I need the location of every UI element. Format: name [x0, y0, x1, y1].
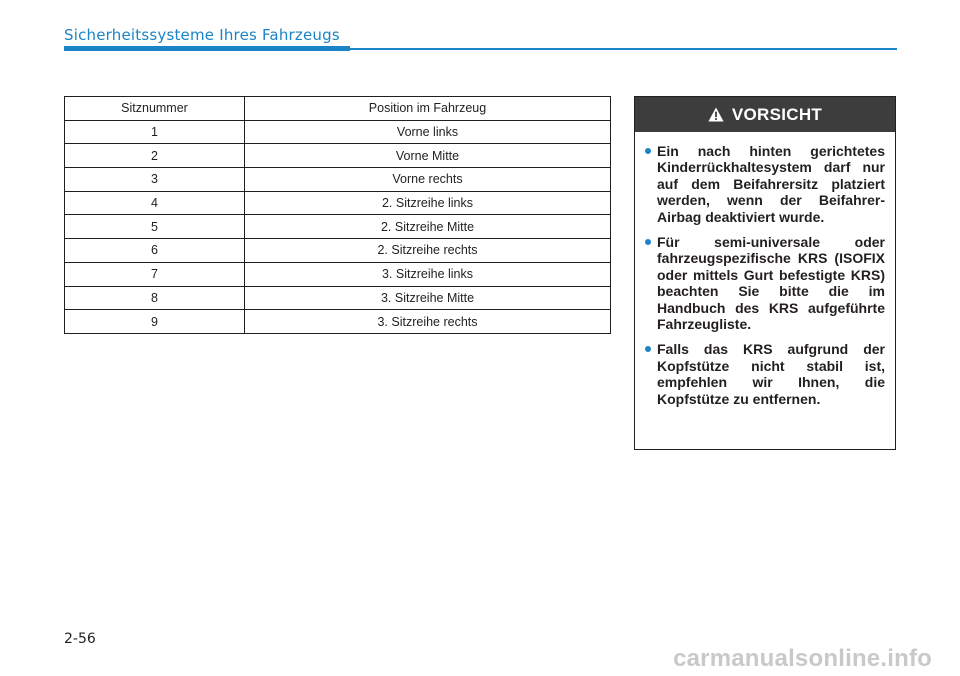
table-row [65, 191, 611, 215]
caution-item [645, 143, 885, 225]
table-row [65, 239, 611, 263]
seat-position-cell: 3. Sitzreihe rechts [245, 310, 611, 334]
seat-number-cell: 7 [65, 262, 245, 286]
column-header-position: Position im Fahrzeug [245, 97, 611, 121]
table-row [65, 310, 611, 334]
column-header-seat-number: Sitznummer [65, 97, 245, 121]
seat-number-cell: 8 [65, 286, 245, 310]
caution-item-text: Für semi-universale oder fahrzeugspezifische KRS (ISOFIX oder mittels Gurt befestigte KRS) beachten Sie bitte die im Handbuch des KRS aufgeführte Fahrzeugliste. [657, 234, 885, 333]
caution-box [634, 96, 896, 450]
page-number: 2-56 [64, 631, 96, 647]
seat-position-cell: Vorne rechts [245, 168, 611, 192]
caution-item-text: Falls das KRS aufgrund der Kopfstütze nicht stabil ist, empfehlen wir Ihnen, die Kopfstütze zu entfernen. [657, 341, 885, 407]
seat-number-cell: 9 [65, 310, 245, 334]
table-header-row [65, 97, 611, 121]
header-rule-accent [64, 46, 350, 51]
caution-item [645, 234, 885, 332]
warning-triangle-icon [708, 107, 724, 122]
seat-number-cell: 6 [65, 239, 245, 263]
table-row [65, 262, 611, 286]
seat-number-cell: 1 [65, 120, 245, 144]
caution-item-text: Ein nach hinten gerichtetes Kinderrückhaltesystem darf nur auf dem Beifahrersitz platziert werden, wenn der Beifahrer-Airbag deaktiviert wurde. [657, 143, 885, 225]
table-row [65, 144, 611, 168]
seat-number-cell: 4 [65, 191, 245, 215]
table-row [65, 168, 611, 192]
caution-header [635, 97, 895, 132]
seat-position-cell: 2. Sitzreihe links [245, 191, 611, 215]
section-title: Sicherheitssysteme Ihres Fahrzeugs [64, 26, 340, 44]
seat-position-cell: Vorne links [245, 120, 611, 144]
seat-position-table [64, 96, 611, 334]
table-row [65, 215, 611, 239]
seat-position-cell: 2. Sitzreihe rechts [245, 239, 611, 263]
seat-position-cell: 3. Sitzreihe Mitte [245, 286, 611, 310]
seat-position-cell: Vorne Mitte [245, 144, 611, 168]
caution-list [635, 132, 895, 407]
seat-position-cell: 3. Sitzreihe links [245, 262, 611, 286]
table-row [65, 286, 611, 310]
bullet-icon [645, 239, 651, 245]
caution-item [645, 341, 885, 407]
watermark: carmanualsonline.info [673, 645, 932, 672]
seat-number-cell: 3 [65, 168, 245, 192]
caution-title: VORSICHT [731, 104, 823, 124]
seat-number-cell: 2 [65, 144, 245, 168]
seat-number-cell: 5 [65, 215, 245, 239]
seat-position-cell: 2. Sitzreihe Mitte [245, 215, 611, 239]
bullet-icon [645, 346, 651, 352]
table-row [65, 120, 611, 144]
bullet-icon [645, 148, 651, 154]
